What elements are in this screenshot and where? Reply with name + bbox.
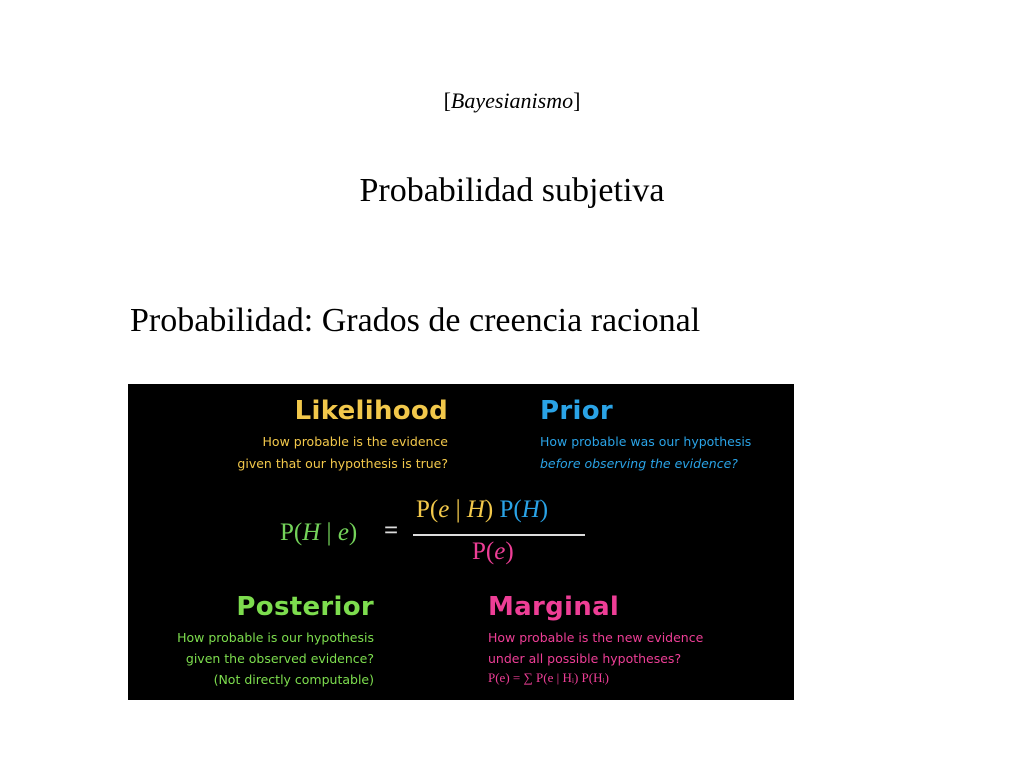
likelihood-desc-line1: How probable is the evidence <box>262 434 448 449</box>
numerator: P(e | H) P(H) <box>416 496 549 523</box>
page-title: Probabilidad subjetiva <box>359 172 665 209</box>
posterior-desc-line2: given the observed evidence? <box>185 651 374 666</box>
equals-sign: = <box>384 517 399 544</box>
marginal-heading: Marginal <box>488 592 620 622</box>
tag-open-bracket: [ <box>443 88 451 113</box>
marginal-desc-line2: under all possible hypotheses? <box>488 651 682 666</box>
posterior-term: P(H | e) <box>280 519 358 546</box>
marginal-desc-line1: How probable is the new evidence <box>488 630 704 645</box>
tag-text: Bayesianismo <box>450 88 574 113</box>
likelihood-heading: Likelihood <box>294 396 448 426</box>
posterior-heading: Posterior <box>236 592 374 622</box>
fraction-line <box>413 534 585 536</box>
bayes-theorem-figure <box>128 384 794 700</box>
page-subtitle: Probabilidad: Grados de creencia racional <box>130 302 701 339</box>
section-tag <box>0 88 1024 114</box>
likelihood-desc-line2: given that our hypothesis is true? <box>237 456 448 471</box>
marginal-formula: P(e) = ∑ P(e | Hᵢ) P(Hᵢ) <box>488 670 609 685</box>
prior-desc-line2: before observing the evidence? <box>540 456 738 471</box>
tag-close-bracket: ] <box>573 88 581 113</box>
posterior-desc-line3: (Not directly computable) <box>213 672 374 687</box>
denominator: P(e) <box>472 538 514 565</box>
prior-heading: Prior <box>540 396 613 426</box>
prior-desc-line1: How probable was our hypothesis <box>540 434 752 449</box>
posterior-desc-line1: How probable is our hypothesis <box>177 630 374 645</box>
